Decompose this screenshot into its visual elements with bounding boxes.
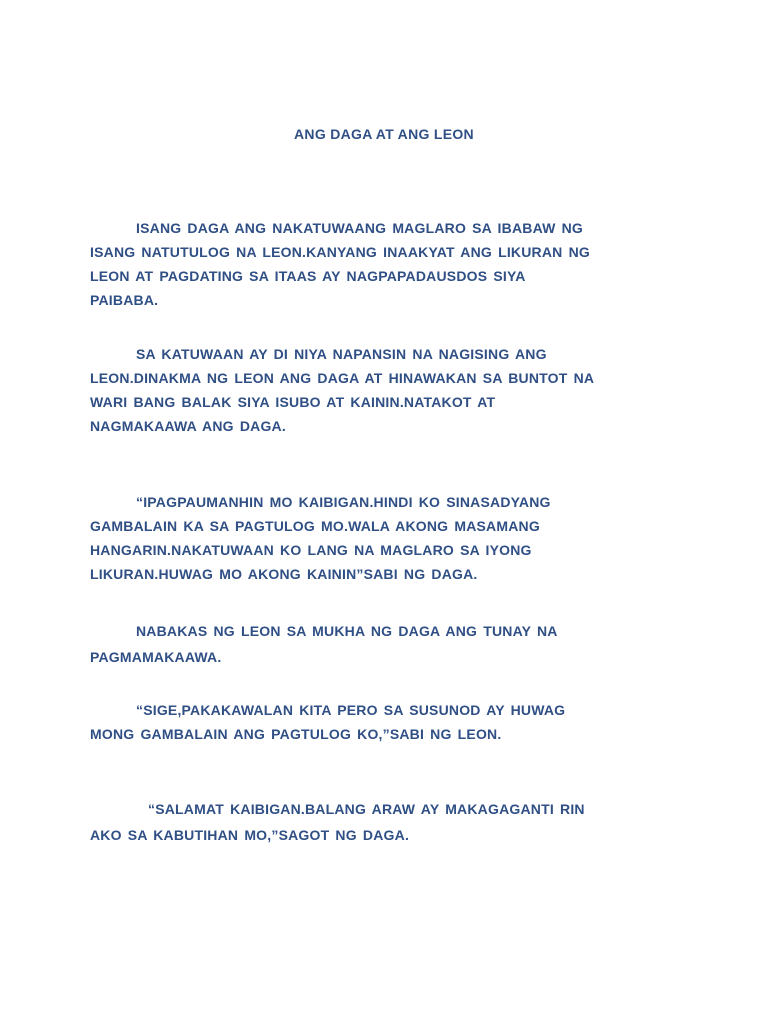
paragraph-4-line-1: NABAKAS NG LEON SA MUKHA NG DAGA ANG TUNAY NA <box>136 623 558 639</box>
paragraph-4-line-2: PAGMAMAKAAWA. <box>90 649 222 665</box>
paragraph-2-line-2: LEON.DINAKMA NG LEON ANG DAGA AT HINAWAKAN SA BUNTOT NA <box>90 370 595 386</box>
paragraph-3-line-2: GAMBALAIN KA SA PAGTULOG MO.WALA AKONG MASAMANG <box>90 518 540 534</box>
paragraph-6-line-1: “SALAMAT KAIBIGAN.BALANG ARAW AY MAKAGAGANTI RIN <box>148 801 585 817</box>
paragraph-1-line-3: LEON AT PAGDATING SA ITAAS AY NAGPAPADAUSDOS SIYA <box>90 268 526 284</box>
paragraph-3-line-3: HANGARIN.NAKATUWAAN KO LANG NA MAGLARO SA IYONG <box>90 542 532 558</box>
paragraph-3-line-4: LIKURAN.HUWAG MO AKONG KAININ”SABI NG DAGA. <box>90 566 478 582</box>
paragraph-2-line-4: NAGMAKAAWA ANG DAGA. <box>90 418 286 434</box>
paragraph-5-line-2: MONG GAMBALAIN ANG PAGTULOG KO,”SABI NG LEON. <box>90 726 502 742</box>
paragraph-3-line-1: “IPAGPAUMANHIN MO KAIBIGAN.HINDI KO SINASADYANG <box>136 494 551 510</box>
document-title: ANG DAGA AT ANG LEON <box>294 126 474 142</box>
paragraph-6-line-2: AKO SA KABUTIHAN MO,”SAGOT NG DAGA. <box>90 827 410 843</box>
paragraph-5-line-1: “SIGE,PAKAKAWALAN KITA PERO SA SUSUNOD AY HUWAG <box>136 702 566 718</box>
paragraph-2-line-3: WARI BANG BALAK SIYA ISUBO AT KAININ.NATAKOT AT <box>90 394 496 410</box>
paragraph-1-line-2: ISANG NATUTULOG NA LEON.KANYANG INAAKYAT ANG LIKURAN NG <box>90 244 590 260</box>
paragraph-2-line-1: SA KATUWAAN AY DI NIYA NAPANSIN NA NAGISING ANG <box>136 346 547 362</box>
paragraph-1-line-4: PAIBABA. <box>90 292 159 308</box>
paragraph-1-line-1: ISANG DAGA ANG NAKATUWAANG MAGLARO SA IBABAW NG <box>136 220 584 236</box>
